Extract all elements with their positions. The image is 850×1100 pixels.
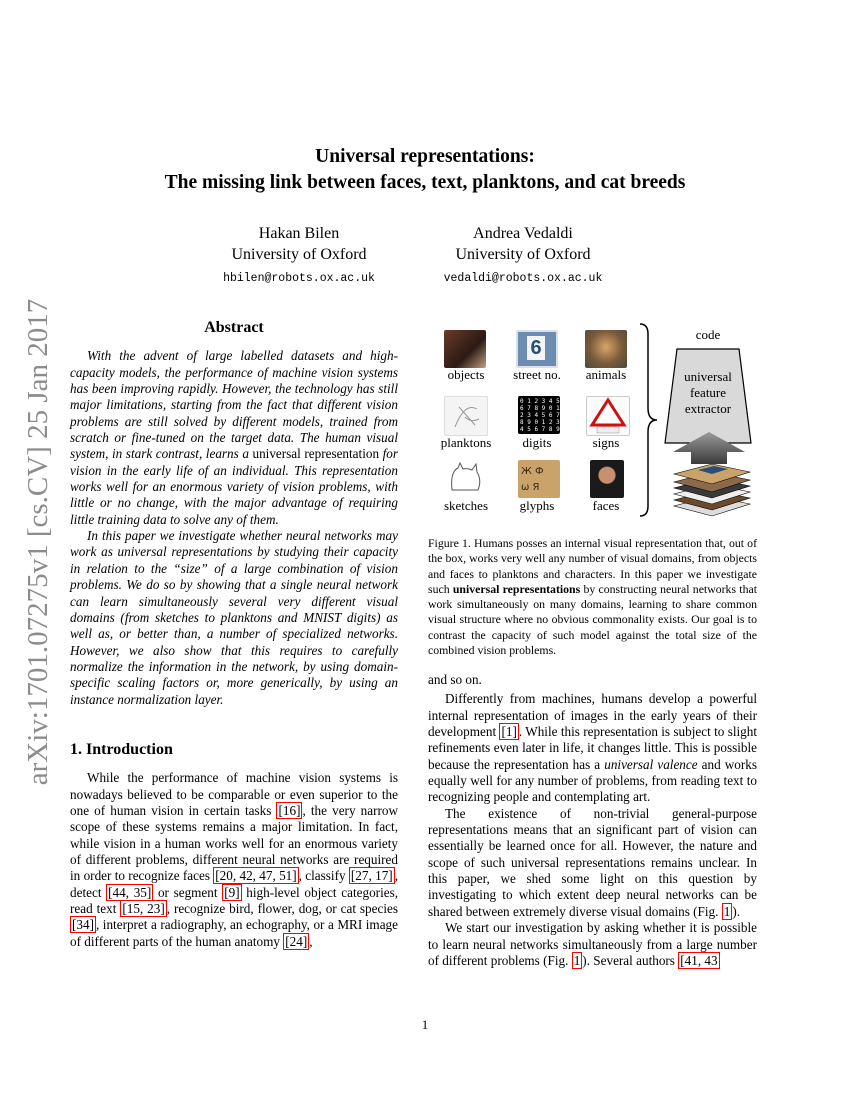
author-1 [199, 223, 399, 289]
right-column [428, 672, 757, 969]
figure-1 [428, 322, 758, 527]
author-affiliation: University of Oxford [455, 246, 591, 263]
svg-text:6 7 8 9 0 1: 6 7 8 9 0 1 [520, 405, 560, 412]
code-label: code [695, 327, 721, 342]
page-number: 1 [421, 1017, 429, 1032]
paper-title-line-1: Universal representations: [315, 146, 535, 167]
author-2 [423, 223, 623, 289]
right-paragraph-3: We start our investigation by asking whether it is possible to learn neural networks simultaneously from a large number of different problems (Fig. 1 ). Several authors [41, 43 [428, 920, 757, 968]
citation-link[interactable]: [41, 43 [680, 952, 718, 968]
left-column [70, 320, 398, 950]
animals-thumbnail [585, 330, 627, 368]
continued-text: and so on. [428, 672, 482, 687]
domain-label: sketches [443, 498, 489, 513]
citation-link[interactable]: [1] [501, 724, 517, 740]
svg-text:Ж Ф: Ж Ф [521, 466, 544, 477]
section-heading-introduction: 1. Introduction [70, 740, 173, 758]
domain-label: animals [585, 367, 627, 382]
citation-link[interactable]: [44, 35] [108, 884, 152, 900]
objects-thumbnail [444, 330, 486, 368]
citation-link[interactable]: [34] [72, 917, 94, 933]
domain-label: glyphs [519, 498, 555, 513]
domain-label: faces [592, 498, 620, 513]
faces-thumbnail [590, 460, 624, 498]
right-brace [638, 322, 660, 518]
cat-sketch [444, 460, 486, 498]
glyphs-thumbnail [518, 460, 560, 498]
svg-text:2 3 4 5 6 7: 2 3 4 5 6 7 [520, 412, 560, 419]
sketches-thumbnail [444, 460, 486, 498]
street-number-glyph: 6 [527, 336, 545, 360]
glyph-letters [518, 460, 560, 498]
warning-sign [587, 397, 629, 435]
paper-title-line-2: The missing link between faces, text, planktons, and cat breeds [164, 172, 686, 193]
plankton-sketch [445, 397, 487, 435]
signs-thumbnail [586, 396, 630, 436]
street-number-thumbnail [516, 330, 558, 368]
figure-link[interactable]: 1 [723, 903, 731, 919]
digits-grid [518, 396, 560, 434]
svg-text:8 9 0 1 2 3: 8 9 0 1 2 3 [520, 419, 560, 426]
digits-thumbnail [518, 396, 560, 434]
domain-label: planktons [440, 435, 492, 450]
domain-label: digits [522, 435, 552, 450]
citation-link[interactable]: [20, 42, 47, 51] [215, 868, 297, 884]
citation-link[interactable]: [16] [278, 802, 301, 818]
right-paragraph-1: Differently from machines, humans develop a powerful internal representation of images in the early years of their development [1] . While this representation is subject to slight refinements even later in life, it changes little. This is possible because the representation has a universal valence and works equally well for any number of problems, from reading text to recognizing people and contemplating art. [428, 691, 757, 805]
figure-1-caption: Figure 1. Humans posses an internal visual representation that, out of the box, works very well any number of visual domains, from objects and faces to planktons and characters. In this paper we investigate such universal representations by constructing neural networks that work simultaneously on many domains, learning to share common visual structure where no obvious commonality exists. Our goal is to contrast the capacity of such model against the total size of the combined vision problems. [428, 536, 757, 658]
stacked-input-images [668, 460, 752, 518]
svg-text:ω Я: ω Я [521, 482, 540, 493]
author-name: Hakan Bilen [258, 225, 340, 242]
author-affiliation: University of Oxford [231, 246, 367, 263]
planktons-thumbnail [444, 396, 488, 436]
abstract-paragraph-2: In this paper we investigate whether neural networks may work as universal representations by studying their capacity in relation to the “size” of a large combination of vision problems. We do so by showing that a single neural network can learn simultaneously several very different visual domains (from sketches to planktons and MNIST digits) as well as, or better than, a number of specialized networks. However, we also show that this requires to carefully normalize the information in the network, by using domain-specific scaling factors or, more generically, by using an instance normalization layer. [70, 528, 398, 707]
author-email[interactable]: hbilen@robots.ox.ac.uk [223, 272, 375, 285]
arxiv-identifier: arXiv:1701.07275v1 [cs.CV] 25 Jan 2017 [22, 298, 54, 786]
author-name: Andrea Vedaldi [473, 225, 573, 242]
intro-paragraph-1: While the performance of machine vision systems is nowadays believed to be comparable or even superior to the one of human vision in certain tasks [16] , the very narrow scope of these systems remains a major limitation. In fact, while vision in a human works well for an enormous variety of different problems, different neural networks are required in order to recognize faces [20, 42, 47, 51] , classify [27, 17] , detect [44, 35] or segment [9] high-level object categories, read text [15, 23] , recognize bird, flower, dog, or cat species [34] , interpret a radiography, an echography, or a MRI image of different parts of the human anatomy [24] , [70, 770, 399, 949]
author-email[interactable]: vedaldi@robots.ox.ac.uk [443, 272, 603, 285]
citation-link[interactable]: [15, 23] [122, 901, 165, 916]
domain-label: signs [592, 435, 620, 450]
extractor-label: universal feature extractor [684, 369, 732, 416]
citation-link[interactable]: [9] [224, 884, 240, 900]
abstract-body [70, 348, 398, 708]
citation-link[interactable]: [27, 17] [350, 868, 393, 884]
up-arrow [671, 430, 747, 464]
domain-label: street no. [513, 367, 561, 382]
domain-label: objects [447, 367, 485, 382]
svg-text:0 1 2 3 4 5: 0 1 2 3 4 5 [520, 398, 560, 405]
abstract-heading: Abstract [204, 319, 264, 336]
figure-link[interactable]: 1 [573, 952, 581, 968]
right-paragraph-2: The existence of non-trivial general-purpose representations means that an significant part of vision can essentially be learned once for all. However, the nature and scope of such universal representations remains unclear. In this paper, we shed some light on this question by investigating to which extent deep neural networks can be shared between extremely diverse visual domains (Fig. 1 ). [428, 805, 757, 919]
abstract-paragraph-1: With the advent of large labelled datasets and high-capacity models, the performance of machine vision systems has been improving rapidly. However, the technology has still major limitations, starting from the fact that different vision problems are still solved by different models, trained from scratch or fine-tuned on the target data. The human visual system, in stark contrast, learns a universal representation for vision in the early life of an individual. This representation works well for an enormous variety of vision problems, with little or no change, with the major advantage of requiring little training data to solve any of them. [70, 348, 398, 527]
svg-text:4 5 6 7 8 9: 4 5 6 7 8 9 [520, 426, 560, 433]
citation-link[interactable]: [24] [285, 933, 308, 949]
